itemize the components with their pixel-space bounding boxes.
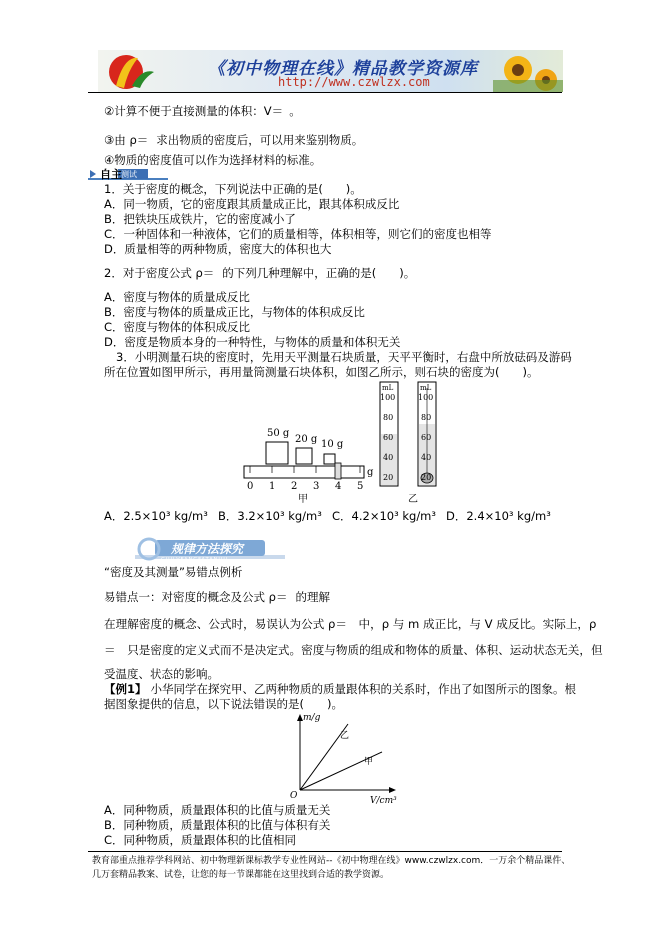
- q3-line-2: 所在位置如图甲所示，再用量筒测量石块体积，如图乙所示，则石块的密度为( )。: [104, 365, 539, 379]
- rider-scale: [244, 466, 364, 478]
- section-2-label: 规律方法探究: [171, 542, 244, 556]
- scale-tick-3: 3: [313, 481, 320, 492]
- q1-option-b: B．把铁块压成铁片，它的密度减小了: [104, 212, 296, 226]
- example-1-line-1: 【例1】 小华同学在探究甲、乙两种物质的质量跟体积的关系时，作出了如图所示的图象。根: [104, 682, 577, 696]
- q2-option-a: A．密度与物体的质量成反比: [104, 290, 250, 304]
- header-rule: [88, 92, 562, 93]
- q1-option-c: C．一种固体和一种液体，它们的质量相等，体积相等，则它们的密度也相等: [104, 227, 492, 241]
- scale-tick-4: 4: [335, 481, 342, 492]
- intro-item-3: ③由 ρ＝ 求出物质的密度后，可以用来鉴别物质。: [104, 133, 364, 147]
- x-axis-arrow: [389, 787, 396, 793]
- line-yi-label: 乙: [340, 731, 350, 741]
- weight-10g: [324, 454, 335, 464]
- q3-option-d: D．2.4×10³ kg/m³: [446, 509, 551, 523]
- figure-mass-volume-graph: [284, 712, 404, 806]
- scale-tick-5: 5: [357, 481, 364, 492]
- q2-option-d: D．密度是物质本身的一种特性，与物体的质量和体积无关: [104, 335, 401, 349]
- footer-line-2: 几万套精品教案、试卷，让您的每一节课都能在这里找到合适的教学资源。: [92, 870, 390, 880]
- q2-option-b: B．密度与物体的质量成正比，与物体的体积成反比: [104, 305, 365, 319]
- q3-option-b: B．3.2×10³ kg/m³: [218, 509, 322, 523]
- caption-yi: 乙: [408, 494, 418, 504]
- cylinder-1-unit: mL: [382, 384, 394, 392]
- banner-url[interactable]: http://www.czwlzx.com: [278, 75, 430, 89]
- example-1-line-2: 据图象提供的信息，以下说法错误的是( )。: [104, 697, 343, 711]
- q2-stem: 2．对于密度公式 ρ＝ 的下列几种理解中，正确的是( )。: [104, 266, 416, 280]
- x-axis-label: V/cm³: [370, 796, 397, 806]
- cyl1-tick-100: 100: [380, 393, 396, 402]
- para-line-3: 受温度、状态的影响。: [104, 667, 219, 681]
- scale-tick-1: 1: [269, 481, 276, 492]
- weight-label-50g: 50 g: [267, 428, 290, 439]
- header-banner: [98, 50, 563, 92]
- q3-option-c: C．4.2×10³ kg/m³: [332, 509, 436, 523]
- caption-jia: 甲: [298, 494, 308, 504]
- section-2-pinyin: GUILVFANGFATANJIU: [161, 557, 229, 563]
- intro-item-2: ②计算不便于直接测量的体积：V＝ 。: [104, 104, 301, 118]
- ex1-option-b: B．同种物质，质量跟体积的比值与体积有关: [104, 818, 331, 832]
- cyl1-tick-40: 40: [383, 453, 394, 462]
- cyl1-tick-20: 20: [383, 473, 394, 482]
- q3-line-1: 3．小明测量石块的密度时，先用天平测量石块质量，天平平衡时，右盘中所放砝码及游码: [116, 350, 572, 364]
- figure-balance-cylinders: [240, 378, 460, 504]
- weight-label-10g: 10 g: [321, 439, 344, 450]
- ex1-option-c: C．同种物质，质量跟体积的比值相同: [104, 833, 297, 847]
- cylinder-2-unit: mL: [420, 384, 432, 392]
- cyl2-tick-40: 40: [421, 453, 432, 462]
- q1-option-a: A．同一物质，它的密度跟其质量成正比，跟其体积成反比: [104, 197, 400, 211]
- rider: [335, 463, 341, 479]
- scale-tick-2: 2: [291, 481, 298, 492]
- section-method-header: [135, 537, 285, 565]
- footer-rule: [88, 851, 562, 852]
- q3-option-a: A．2.5×10³ kg/m³: [104, 509, 208, 523]
- q2-option-c: C．密度与物体的体积成反比: [104, 320, 251, 334]
- cyl2-tick-80: 80: [421, 413, 432, 422]
- scale-tick-0: 0: [247, 481, 254, 492]
- section-label-main: 自主: [100, 168, 122, 181]
- cyl2-tick-100: 100: [418, 393, 434, 402]
- line-jia-label: 甲: [364, 757, 374, 767]
- cyl1-tick-80: 80: [383, 413, 394, 422]
- banner-title: 《初中物理在线》精品教学资源库: [208, 59, 478, 79]
- origin-label: O: [290, 791, 298, 801]
- cyl2-tick-60: 60: [421, 433, 432, 442]
- section-label-sub: 测试: [121, 170, 137, 179]
- footer-line-1: 教育部重点推荐学科网站、初中物理新课标教学专业性网站--《初中物理在线》www.czwlzx.com．一万余个精品课件、: [92, 856, 571, 866]
- error-point-1: 易错点一：对密度的概念及公式 ρ＝ 的理解: [104, 590, 330, 604]
- cyl2-tick-20: 20: [421, 473, 432, 482]
- para-line-1: 在理解密度的概念、公式时，易误认为公式 ρ＝ 中，ρ 与 m 成正比，与 V 成反比。实际上，ρ: [104, 617, 597, 631]
- scale-unit: g: [367, 467, 374, 478]
- section-self-test-header: [88, 169, 168, 180]
- weight-label-20g: 20 g: [295, 434, 318, 445]
- q1-option-d: D．质量相等的两种物质，密度大的体积也大: [104, 242, 332, 256]
- y-axis-label: m/g: [303, 713, 321, 723]
- topic-title: “密度及其测量”易错点例析: [104, 565, 243, 579]
- q1-stem: 1．关于密度的概念，下列说法中正确的是( )。: [104, 182, 362, 196]
- weight-20g: [296, 448, 312, 464]
- weight-50g: [266, 442, 288, 464]
- para-line-2: ＝ 只是密度的定义式而不是决定式。密度与物质的组成和物体的质量、体积、运动状态无关，但: [104, 643, 603, 657]
- intro-item-4: ④物质的密度值可以作为选择材料的标准。: [104, 153, 322, 167]
- ex1-option-a: A．同种物质，质量跟体积的比值与质量无关: [104, 803, 331, 817]
- cyl1-tick-60: 60: [383, 433, 394, 442]
